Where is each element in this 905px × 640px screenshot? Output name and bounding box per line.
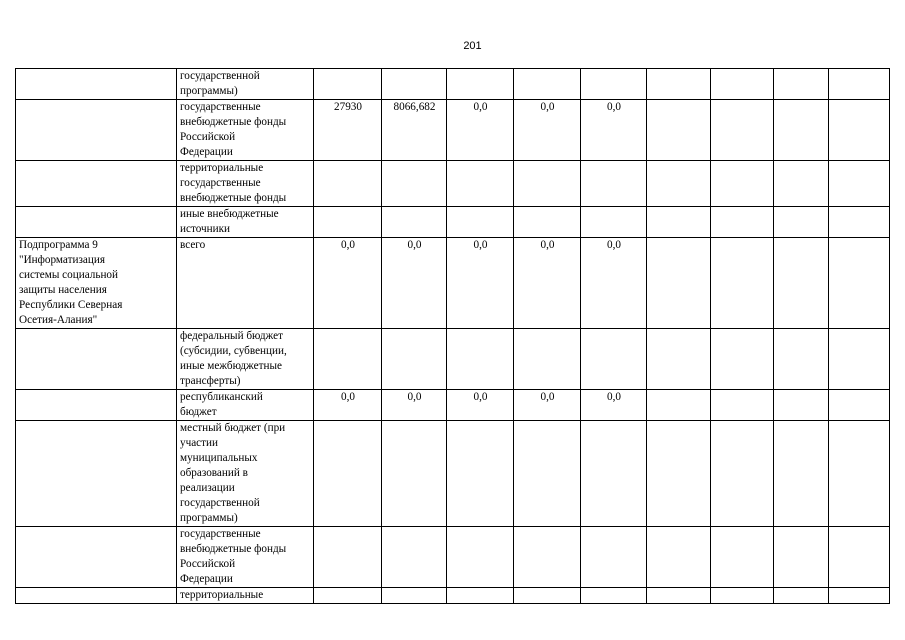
value-cell bbox=[314, 207, 382, 238]
value-cell bbox=[711, 207, 774, 238]
value-cell bbox=[581, 329, 647, 390]
table-row bbox=[16, 161, 890, 207]
value-cell bbox=[829, 238, 890, 329]
value-cell: 0,0 bbox=[447, 100, 514, 161]
value-cell: 0,0 bbox=[447, 238, 514, 329]
value-cell bbox=[382, 527, 447, 588]
funding-source-cell: государственной программы) bbox=[177, 69, 314, 100]
program-name-cell: Подпрограмма 9 "Информатизация системы социальной защиты населения Республики Северная Осетия-Алания" bbox=[16, 238, 177, 329]
value-cell bbox=[314, 329, 382, 390]
value-cell: 8066,682 bbox=[382, 100, 447, 161]
table-row bbox=[16, 207, 890, 238]
program-name-cell bbox=[16, 69, 177, 100]
value-cell bbox=[829, 329, 890, 390]
value-cell bbox=[774, 69, 829, 100]
funding-source-cell: территориальные bbox=[177, 588, 314, 604]
value-cell: 0,0 bbox=[314, 390, 382, 421]
value-cell bbox=[829, 69, 890, 100]
budget-table bbox=[15, 68, 890, 604]
value-cell bbox=[711, 161, 774, 207]
value-cell bbox=[314, 588, 382, 604]
value-cell: 0,0 bbox=[447, 390, 514, 421]
value-cell bbox=[829, 421, 890, 527]
value-cell bbox=[647, 329, 711, 390]
table-row bbox=[16, 527, 890, 588]
value-cell bbox=[711, 329, 774, 390]
table-row bbox=[16, 390, 890, 421]
value-cell bbox=[581, 207, 647, 238]
value-cell bbox=[581, 588, 647, 604]
value-cell bbox=[581, 161, 647, 207]
value-cell bbox=[447, 527, 514, 588]
table-row bbox=[16, 329, 890, 390]
value-cell bbox=[711, 69, 774, 100]
value-cell bbox=[774, 588, 829, 604]
value-cell: 0,0 bbox=[514, 238, 581, 329]
value-cell bbox=[647, 238, 711, 329]
value-cell bbox=[829, 207, 890, 238]
value-cell bbox=[382, 207, 447, 238]
value-cell bbox=[711, 421, 774, 527]
value-cell bbox=[447, 69, 514, 100]
value-cell bbox=[514, 527, 581, 588]
value-cell: 27930 bbox=[314, 100, 382, 161]
value-cell bbox=[647, 207, 711, 238]
value-cell bbox=[647, 161, 711, 207]
value-cell: 0,0 bbox=[581, 100, 647, 161]
value-cell bbox=[711, 390, 774, 421]
value-cell bbox=[382, 421, 447, 527]
value-cell: 0,0 bbox=[382, 238, 447, 329]
table-row bbox=[16, 238, 890, 329]
program-name-cell bbox=[16, 207, 177, 238]
page-number: 201 bbox=[463, 40, 482, 52]
value-cell bbox=[514, 207, 581, 238]
table-row bbox=[16, 421, 890, 527]
table-row bbox=[16, 588, 890, 604]
value-cell bbox=[514, 588, 581, 604]
value-cell bbox=[581, 69, 647, 100]
value-cell bbox=[711, 100, 774, 161]
value-cell: 0,0 bbox=[581, 238, 647, 329]
value-cell bbox=[314, 161, 382, 207]
value-cell bbox=[447, 161, 514, 207]
value-cell bbox=[647, 390, 711, 421]
value-cell bbox=[514, 329, 581, 390]
value-cell bbox=[711, 588, 774, 604]
value-cell: 0,0 bbox=[314, 238, 382, 329]
value-cell bbox=[447, 329, 514, 390]
table-row bbox=[16, 100, 890, 161]
value-cell bbox=[647, 527, 711, 588]
value-cell: 0,0 bbox=[581, 390, 647, 421]
value-cell bbox=[774, 527, 829, 588]
value-cell bbox=[829, 527, 890, 588]
value-cell bbox=[514, 421, 581, 527]
value-cell bbox=[581, 421, 647, 527]
value-cell bbox=[711, 238, 774, 329]
funding-source-cell: федеральный бюджет (субсидии, субвенции, иные межбюджетные трансферты) bbox=[177, 329, 314, 390]
value-cell bbox=[514, 161, 581, 207]
value-cell bbox=[774, 329, 829, 390]
funding-source-cell: государственные внебюджетные фонды Российской Федерации bbox=[177, 100, 314, 161]
value-cell bbox=[829, 161, 890, 207]
value-cell: 0,0 bbox=[514, 100, 581, 161]
value-cell bbox=[581, 527, 647, 588]
value-cell bbox=[447, 588, 514, 604]
value-cell bbox=[314, 527, 382, 588]
value-cell bbox=[774, 100, 829, 161]
value-cell bbox=[382, 329, 447, 390]
value-cell bbox=[382, 161, 447, 207]
value-cell bbox=[514, 69, 581, 100]
program-name-cell bbox=[16, 329, 177, 390]
value-cell bbox=[382, 69, 447, 100]
value-cell bbox=[314, 69, 382, 100]
program-name-cell bbox=[16, 161, 177, 207]
value-cell bbox=[647, 421, 711, 527]
table-row bbox=[16, 69, 890, 100]
value-cell bbox=[447, 421, 514, 527]
value-cell bbox=[774, 421, 829, 527]
value-cell bbox=[647, 100, 711, 161]
value-cell bbox=[774, 207, 829, 238]
program-name-cell bbox=[16, 100, 177, 161]
funding-source-cell: всего bbox=[177, 238, 314, 329]
program-name-cell bbox=[16, 527, 177, 588]
program-name-cell bbox=[16, 588, 177, 604]
value-cell bbox=[829, 100, 890, 161]
program-name-cell bbox=[16, 390, 177, 421]
funding-source-cell: иные внебюджетные источники bbox=[177, 207, 314, 238]
value-cell bbox=[774, 390, 829, 421]
value-cell: 0,0 bbox=[382, 390, 447, 421]
value-cell bbox=[314, 421, 382, 527]
value-cell bbox=[647, 69, 711, 100]
funding-source-cell: местный бюджет (при участии муниципальных образований в реализации государственной программы) bbox=[177, 421, 314, 527]
program-name-cell bbox=[16, 421, 177, 527]
value-cell bbox=[647, 588, 711, 604]
value-cell bbox=[382, 588, 447, 604]
value-cell bbox=[829, 390, 890, 421]
funding-source-cell: республиканский бюджет bbox=[177, 390, 314, 421]
value-cell bbox=[447, 207, 514, 238]
value-cell bbox=[774, 161, 829, 207]
value-cell bbox=[711, 527, 774, 588]
value-cell: 0,0 bbox=[514, 390, 581, 421]
value-cell bbox=[829, 588, 890, 604]
funding-source-cell: государственные внебюджетные фонды Российской Федерации bbox=[177, 527, 314, 588]
funding-source-cell: территориальные государственные внебюджетные фонды bbox=[177, 161, 314, 207]
value-cell bbox=[774, 238, 829, 329]
